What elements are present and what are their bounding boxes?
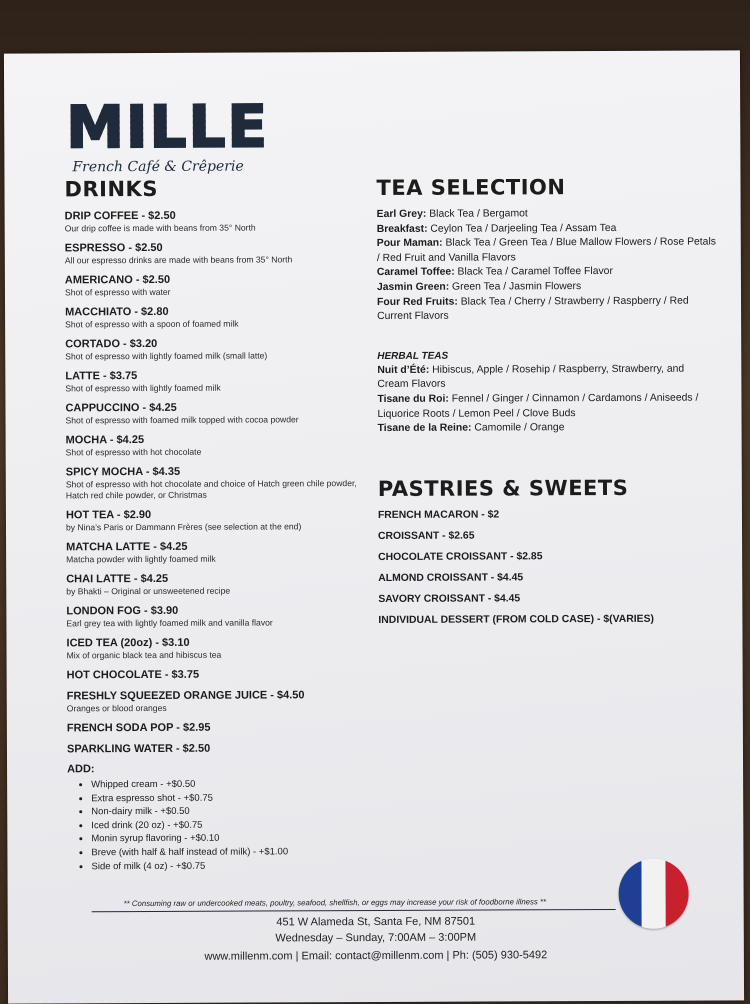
tea-description: Hibiscus, Apple / Rosehip / Raspberry, Strawberry, and Cream Flavors xyxy=(377,363,685,391)
drink-description: Shot of espresso with hot chocolate xyxy=(65,446,202,458)
drink-item xyxy=(67,688,377,714)
drink-item xyxy=(65,240,375,266)
drink-item xyxy=(65,304,375,330)
drink-name-price: HOT TEA - $2.90 xyxy=(65,508,152,522)
pastry-item: SAVORY CROISSANT - $4.45 xyxy=(378,593,521,605)
drink-item xyxy=(65,368,375,394)
pastry-item: INDIVIDUAL DESSERT (FROM COLD CASE) - $(VARIES) xyxy=(378,613,654,626)
drink-item xyxy=(65,336,375,362)
tea-item xyxy=(378,421,718,437)
drink-description: Mix of organic black tea and hibiscus tea xyxy=(66,649,222,661)
drink-name-price: CAPPUCCINO - $4.25 xyxy=(65,401,177,415)
tea-name: Jasmin Green: xyxy=(376,281,450,293)
tea-description: Black Tea / Green Tea / Blue Mallow Flowers / Rose Petals / Red Fruit and Vanilla Flavors xyxy=(376,236,716,264)
drink-item xyxy=(65,272,375,298)
drink-item xyxy=(66,635,376,661)
tea-item xyxy=(377,294,717,325)
drink-description: Shot of espresso with lightly foamed milk xyxy=(65,382,221,394)
pastry-item: CHOCOLATE CROISSANT - $2.85 xyxy=(378,550,543,563)
add-on-item: • Side of milk (4 oz) - +$0.75 xyxy=(91,859,377,874)
drink-item xyxy=(66,539,376,565)
drink-name-price: FRESHLY SQUEEZED ORANGE JUICE - $4.50 xyxy=(66,689,305,703)
drink-item xyxy=(66,432,376,458)
add-on-item: • Monin syrup flavoring - +$0.10 xyxy=(91,831,377,846)
mille-logo xyxy=(66,92,270,176)
drink-item xyxy=(67,720,377,735)
tea-name: Tisane du Roi: xyxy=(377,393,449,405)
drink-description: Earl grey tea with lightly foamed milk and vanilla flavor xyxy=(66,617,273,629)
footer-address: 451 W Alameda St, Santa Fe, NM 87501 xyxy=(276,915,476,929)
drink-description: Matcha powder with lightly foamed milk xyxy=(66,553,216,565)
drink-description: Shot of espresso with lightly foamed milk (small latte) xyxy=(65,350,268,362)
foodborne-disclaimer: ** Consuming raw or undercooked meats, poultry, seafood, shellfish, or eggs may increase your risk of foodborne illness ** xyxy=(123,897,547,909)
drink-description: Our drip coffee is made with beans from 35° North xyxy=(64,222,256,234)
drink-item xyxy=(67,741,377,756)
drink-name-price: FRENCH SODA POP - $2.95 xyxy=(66,721,211,735)
tea-name: Tisane de la Reine: xyxy=(377,422,472,435)
pastries-section xyxy=(378,475,719,626)
tea-description: Black Tea / Caramel Toffee Flavor xyxy=(454,266,613,279)
add-on-item: • Breve (with half & half instead of milk) - +$1.00 xyxy=(91,845,377,860)
tea-name: Breakfast: xyxy=(376,223,428,235)
drink-item xyxy=(66,464,376,501)
tea-pastry-column xyxy=(376,175,718,635)
tea-heading: TEA SELECTION xyxy=(376,175,566,200)
drink-name-price: SPICY MOCHA - $4.35 xyxy=(65,465,181,479)
menu-sheet xyxy=(4,50,744,1003)
drink-name-price: MOCHA - $4.25 xyxy=(65,434,145,447)
tea-list xyxy=(377,207,718,325)
tea-item xyxy=(377,391,717,422)
logo-wordmark: MILLE xyxy=(66,92,270,162)
drink-description: Oranges or blood oranges xyxy=(66,702,167,714)
drink-item xyxy=(65,400,375,426)
tea-name: Caramel Toffee: xyxy=(376,267,455,279)
tea-name: Pour Maman: xyxy=(376,237,443,250)
drink-name-price: MATCHA LATTE - $4.25 xyxy=(66,540,188,554)
add-ons-list xyxy=(67,777,377,874)
tea-name: Four Red Fruits: xyxy=(376,296,458,308)
add-on-item: • Non-dairy milk - +$0.50 xyxy=(91,804,377,819)
tea-name: Nuit d’Été: xyxy=(377,364,430,376)
drink-description: Shot of espresso with foamed milk topped with cocoa powder xyxy=(65,414,299,426)
drink-description: by Bhakti – Original or unsweetened recipe xyxy=(66,585,231,597)
add-ons-heading: ADD: xyxy=(67,763,95,776)
herbal-tea-list xyxy=(377,362,717,436)
footer-divider xyxy=(92,909,616,912)
drink-item xyxy=(66,603,376,629)
pastry-item: FRENCH MACARON - $2 xyxy=(377,509,500,521)
drink-item xyxy=(67,667,377,682)
drink-description: Shot of espresso with water xyxy=(64,286,171,298)
logo-tagline: French Café & Crêperie xyxy=(72,158,244,176)
drink-name-price: LATTE - $3.75 xyxy=(65,370,138,383)
drink-description: Shot of espresso with a spoon of foamed milk xyxy=(65,318,239,330)
drink-name-price: HOT CHOCOLATE - $3.75 xyxy=(66,668,200,682)
pastry-list xyxy=(378,507,719,626)
tea-description: Camomile / Orange xyxy=(471,422,565,434)
tea-item xyxy=(377,362,717,393)
drinks-list xyxy=(65,208,377,756)
tea-description: Fennel / Ginger / Cinnamon / Cardamons / Aniseeds / Liquorice Roots / Lemon Peel / Clove Buds xyxy=(377,392,699,420)
tea-item xyxy=(377,236,717,267)
drink-name-price: AMERICANO - $2.50 xyxy=(64,273,171,287)
drink-item xyxy=(65,208,375,234)
drink-item xyxy=(66,571,376,597)
tea-description: Ceylon Tea / Darjeeling Tea / Assam Tea xyxy=(427,222,617,235)
tea-item xyxy=(377,221,717,237)
drink-name-price: LONDON FOG - $3.90 xyxy=(66,604,179,618)
drink-description: All our espresso drinks are made with beans from 35° North xyxy=(64,254,293,266)
drink-name-price: CORTADO - $3.20 xyxy=(65,337,158,351)
tea-description: Black Tea / Cherry / Strawberry / Raspberry / Red Current Flavors xyxy=(377,295,689,323)
tea-description: Green Tea / Jasmin Flowers xyxy=(449,281,582,293)
tea-item xyxy=(377,207,717,223)
drinks-column xyxy=(64,176,377,874)
add-on-item: • Iced drink (20 oz) - +$0.75 xyxy=(91,818,377,833)
pastry-item: CROISSANT - $2.65 xyxy=(378,530,475,542)
pastry-item: ALMOND CROISSANT - $4.45 xyxy=(378,572,524,584)
add-on-item: • Whipped cream - +$0.50 xyxy=(91,777,377,792)
drink-description: Shot of espresso with hot chocolate and choice of Hatch green chile powder, Hatch red chile powder, or Christmas xyxy=(65,478,357,501)
tea-name: Earl Grey: xyxy=(376,208,427,220)
pastries-heading: PASTRIES & SWEETS xyxy=(377,475,629,501)
drink-item xyxy=(66,507,376,533)
drink-name-price: ESPRESSO - $2.50 xyxy=(64,241,163,255)
drink-name-price: DRIP COFFEE - $2.50 xyxy=(64,209,176,223)
drinks-heading: DRINKS xyxy=(64,176,158,202)
footer-contact: www.millenm.com | Email: contact@millenm.com | Ph: (505) 930-5492 xyxy=(204,949,548,963)
drink-description: by Nina’s Paris or Dammann Frères (see selection at the end) xyxy=(65,521,302,533)
tea-item xyxy=(377,279,717,295)
footer-hours: Wednesday – Sunday, 7:00AM – 3:00PM xyxy=(275,931,477,945)
tea-description: Black Tea / Bergamot xyxy=(426,208,528,220)
tea-item xyxy=(377,265,717,281)
herbal-teas-heading: HERBAL TEAS xyxy=(377,350,449,362)
drink-name-price: MACCHIATO - $2.80 xyxy=(65,305,169,319)
drink-name-price: CHAI LATTE - $4.25 xyxy=(66,572,169,586)
add-on-item: • Extra espresso shot - +$0.75 xyxy=(91,791,377,806)
drink-name-price: SPARKLING WATER - $2.50 xyxy=(66,742,211,756)
drink-name-price: ICED TEA (20oz) - $3.10 xyxy=(66,636,190,650)
